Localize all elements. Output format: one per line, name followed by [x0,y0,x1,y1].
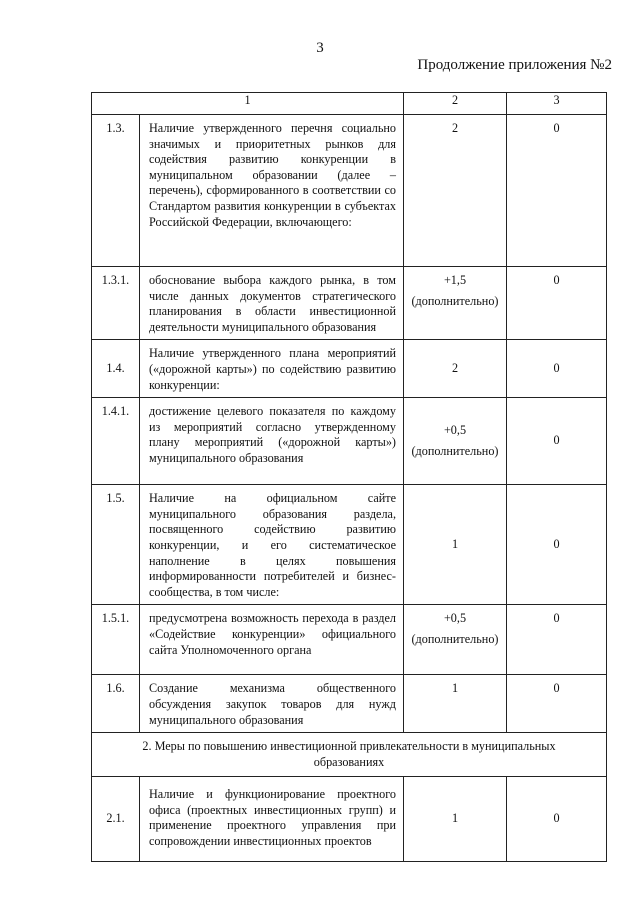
page-number: 3 [316,40,324,56]
table-row [92,675,607,733]
table-header-row [92,93,607,115]
row-value: 0 [507,675,607,733]
row-score: 2 [404,340,507,398]
row-score: 1 [404,777,507,862]
row-score-note: (дополнительно) [411,293,499,308]
row-value: 0 [507,398,607,485]
row-value: 0 [507,777,607,862]
criteria-table [91,92,607,862]
row-description: предусмотрена возможность перехода в раздел «Содействие конкуренции» официального сайта Уполномоченного органа [140,605,404,675]
appendix-continuation-note: Продолжение приложения №2 [417,57,612,73]
section-title: 2. Меры по повышению инвестиционной привлекательности в муниципальных образованиях [92,733,607,777]
table-row [92,605,607,675]
header-cell-3: 3 [507,93,607,115]
row-description: Наличие утвержденного плана мероприятий («дорожной карты») по содействию развитию конкуренции: [140,340,404,398]
row-value: 0 [507,115,607,267]
header-cell-1: 1 [92,93,404,115]
row-description: достижение целевого показателя по каждому из мероприятий согласно утвержденному плану мероприятий («дорожной карты») муниципального образования [140,398,404,485]
row-number: 1.4. [92,340,140,398]
row-value: 0 [507,605,607,675]
row-description: Наличие на официальном сайте муниципального образования раздела, посвященного содействию развитию конкуренции, и его систематическое наполнение в целях повышения информированности потребителей и бизнес-сообщества, в том числе: [140,485,404,605]
row-description: Наличие утвержденного перечня социально значимых и приоритетных рынков для содействия развитию конкуренции в муниципальном образовании (далее – перечень), сформированного в соответствии со Стандартом развития конкуренции в субъектах Российской Федерации, включающего: [140,115,404,267]
row-number: 1.3.1. [92,267,140,340]
row-description: Наличие и функционирование проектного офиса (проектных инвестиционных групп) и применение проектного управления при сопровождении инвестиционных проектов [140,777,404,862]
row-number: 2.1. [92,777,140,862]
row-number: 1.4.1. [92,398,140,485]
row-score: +1,5 [443,273,467,287]
row-number: 1.3. [92,115,140,267]
section-header-row [92,733,607,777]
row-number: 1.6. [92,675,140,733]
row-number: 1.5. [92,485,140,605]
table-row [92,115,607,267]
row-score: +0,5 [443,611,467,626]
row-description: обоснование выбора каждого рынка, в том числе данных документов стратегического планирования в области инвестиционной деятельности муниципального образования [140,267,404,340]
row-value: 0 [507,340,607,398]
header-cell-2: 2 [404,93,507,115]
row-score-note: (дополнительно) [411,443,499,458]
row-score-note: (дополнительно) [411,631,499,646]
table-row [92,777,607,862]
row-score-cell [404,398,507,485]
row-score: +0,5 [443,423,467,438]
row-score-cell [404,267,507,340]
table-row [92,398,607,485]
table-row [92,267,607,340]
table-row [92,340,607,398]
row-score: 1 [404,675,507,733]
row-score: 2 [404,115,507,267]
row-value: 0 [507,267,607,340]
row-score-cell [404,605,507,675]
row-number: 1.5.1. [92,605,140,675]
row-score: 1 [404,485,507,605]
row-description: Создание механизма общественного обсуждения закупок товаров для нужд муниципального образования [140,675,404,733]
row-value: 0 [507,485,607,605]
table-row [92,485,607,605]
